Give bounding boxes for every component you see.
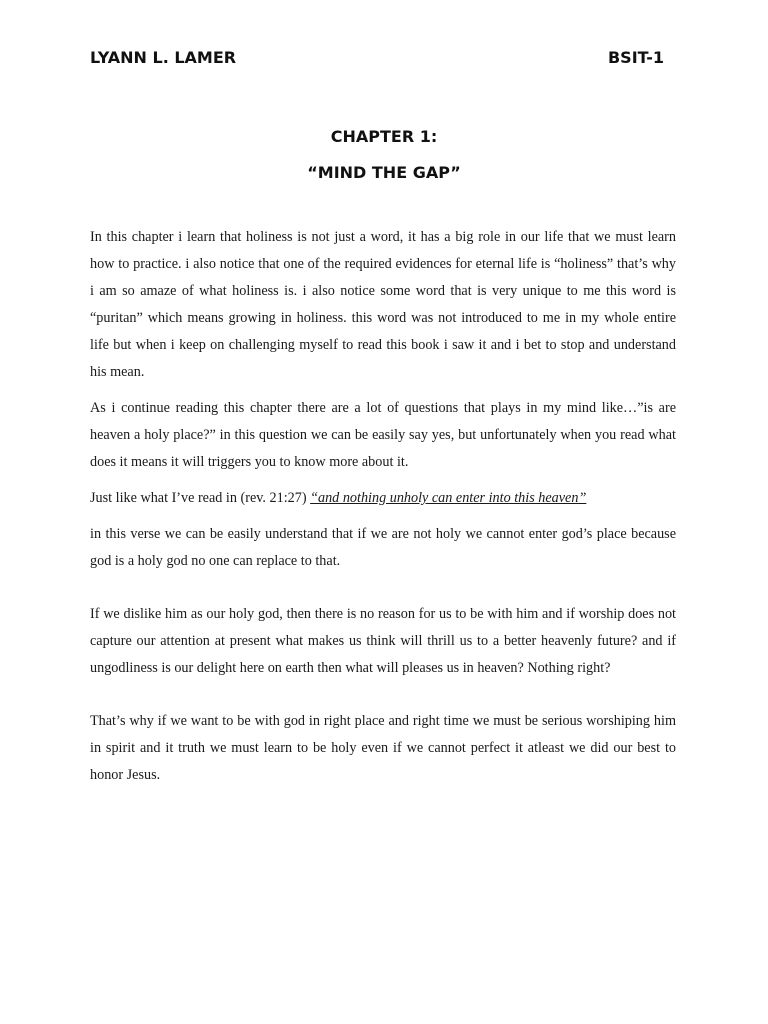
bible-quote: “and nothing unholy can enter into this heaven” (310, 490, 587, 506)
paragraph-1: In this chapter i learn that holiness is not just a word, it has a big role in our life that we must learn how to practice. i also notice that one of the required evidences for eternal life is “holiness” that’s why i am so amaze of what holiness is. i also notice some word that is very unique to me this word is “puritan” which means growing in holiness. this word was not introduced to me in my whole entire life but when i keep on challenging myself to read this book i saw it and i bet to stop and understand his mean. (90, 229, 676, 380)
paragraph-2: As i continue reading this chapter there are a lot of questions that plays in my mind like…”is are heaven a holy place?” in this question we can be easily say yes, but unfortunately when you read what does it means it will triggers you to know more about it. (90, 400, 676, 470)
author-name: LYANN L. LAMER (90, 48, 237, 67)
document-body (90, 224, 676, 789)
course-label: BSIT-1 (607, 48, 664, 67)
chapter-title: “MIND THE GAP” (307, 163, 461, 182)
paragraph-5: If we dislike him as our holy god, then there is no reason for us to be with him and if worship does not capture our attention at present what makes us think will thrill us to a better heavenly future? and if ungodliness is our delight here on earth then what will pleases us in heaven? Nothing right? (90, 606, 676, 676)
chapter-titles (0, 124, 768, 186)
paragraph-6: That’s why if we want to be with god in right place and right time we must be serious worshiping him in spirit and it truth we must learn to be holy even if we cannot perfect it atleast we did our best to honor Jesus. (90, 713, 676, 783)
paragraph-3-lead: Just like what I’ve read in (rev. 21:27) (90, 490, 311, 506)
paragraph-4: in this verse we can be easily understand that if we are not holy we cannot enter god’s place because god is a holy god no one can replace to that. (90, 526, 676, 569)
paragraph-3 (90, 485, 676, 512)
page-header (90, 48, 664, 72)
chapter-heading: CHAPTER 1: (330, 127, 438, 146)
